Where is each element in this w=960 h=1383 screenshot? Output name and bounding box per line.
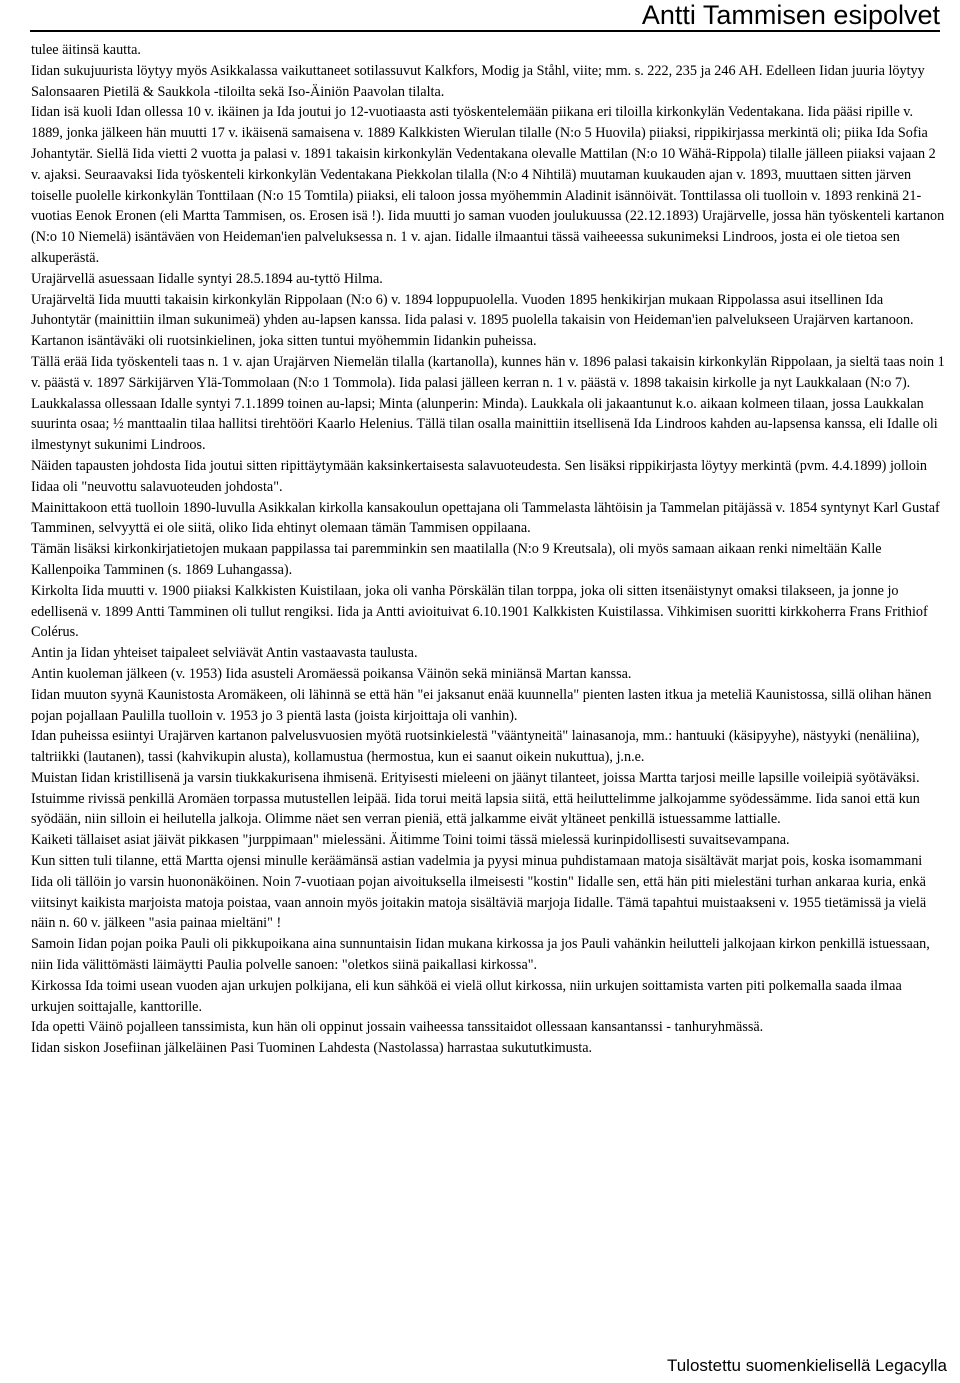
paragraph: Iidan sukujuurista löytyy myös Asikkalassa vaikuttaneet sotilassuvut Kalkfors, Modig ja Ståhl, viite; mm. s. 222, 235 ja 246 AH. Edelleen Iidan juuria löytyy Salonsaaren Pietilä & Saukkola -tiloilta sekä Iso-Äiniön Paavolan tilalta. bbox=[31, 62, 925, 100]
paragraph: Näiden tapausten johdosta Iida joutui sitten ripittäytymään kaksinkertaisesta salavuoteudesta. Sen lisäksi rippikirjasta löytyy merkintä (pvm. 4.4.1899) jolloin Iidaa oli "neuvottu salavuoteuden johdosta". bbox=[31, 457, 927, 495]
paragraph: Urajärvellä asuessaan Iidalle syntyi 28.5.1894 au-tyttö Hilma. bbox=[31, 270, 383, 287]
paragraph: Tämän lisäksi kirkonkirjatietojen mukaan pappilassa tai paremminkin sen maatilalla (N:o 9 Kreutsala), oli myös samaan aikaan renki nimeltään Kalle Kallenpoika Tamminen (s. 1869 Luhangassa). bbox=[31, 541, 882, 578]
document-body bbox=[31, 40, 945, 1059]
paragraph: Kirkolta Iida muutti v. 1900 piiaksi Kalkkisten Kuistilaan, joka oli vanha Pörskälän tilan torppa, joka oli sitten itsenäistynyt omaksi tilakseen, ja jonne jo edellisenä v. 1899 Antti Tamminen oli tullut rengiksi. Iida ja Antti avioituivat 6.10.1901 Kalkkisten Kuistilassa. Vihkimisen suoritti kirkkoherra Frans Frithiof Colérus. bbox=[31, 582, 928, 641]
paragraph: Antin kuoleman jälkeen (v. 1953) Iida asusteli Aromäessä poikansa Väinön sekä miniänsä Martan kanssa. bbox=[31, 665, 632, 682]
paragraph: Ida opetti Väinö pojalleen tanssimista, kun hän oli oppinut jossain vaiheessa tanssitaidot ollessaan kansantanssi - tanhuryhmässä. bbox=[31, 1019, 764, 1036]
paragraph: Kaiketi tällaiset asiat jäivät pikkasen "jurppimaan" mielessäni. Äitimme Toini toimi tässä mielessä kurinpidollisesti suvaitsevampana. bbox=[31, 832, 790, 849]
paragraph: Kirkossa Ida toimi usean vuoden ajan urkujen polkijana, eli kun sähköä ei vielä ollut kirkossa, niin urkujen soittamista varten piti polkemalla saada ilmaa urkujen soittajalle, kanttorille. bbox=[31, 977, 902, 1015]
page-title: Antti Tammisen esipolvet bbox=[641, 0, 940, 30]
page-footer: Tulostettu suomenkielisellä Legacylla bbox=[666, 1356, 947, 1375]
paragraph: tulee äitinsä kautta. bbox=[31, 42, 141, 58]
paragraph: Mainittakoon että tuolloin 1890-luvulla Asikkalan kirkolla kansakoulun opettajana oli Tammelasta lähtöisin ja Tammelan pitäjässä v. 1854 syntynyt Karl Gustaf Tamminen, selvyyttä ei ole siitä, oliko Iida ehtinyt olemaan tämän Tammisen oppilaana. bbox=[31, 499, 940, 537]
paragraph: Tällä erää Iida työskenteli taas n. 1 v. ajan Urajärven Niemelän tilalla (kartanolla), kunnes hän v. 1896 palasi takaisin kirkonkylän Rippolaan, ja sieltä taas noin 1 v. päästä v. 1897 Särkijärven Ylä-Tommolaan (N:o 1 Tommola). Iida palasi jälleen kerran n. 1 v. päästä v. 1898 takaisin kirkolle ja nyt Laukkalaan (N:o 7). Laukkalassa ollessaan Idalle syntyi 7.1.1899 toinen au-lapsi; Minta (alunperin: Minda). Laukkala oli jakaantunut k.o. aikaan kolmeen tilaan, jossa Laukkalan suurinta osaa; ½ manttaalin tilaa hallitsi tirehtööri Kaarlo Helenius. Tällä tilan osalla mainittiin itsellisenä Ida Lindroos kahden au-lapsensa kanssa, eli Idalle oli ilmestynyt sukunimi Lindroos. bbox=[31, 353, 945, 454]
header-divider bbox=[30, 30, 940, 32]
paragraph: Muistan Iidan kristillisenä ja varsin tiukkakurisena ihmisenä. Erityisesti mieleeni on jäänyt tilanteet, joissa Martta tarjosi meille lapsille voileipiä syötäväksi. Istuimme rivissä penkillä Aromäen torpassa mutustellen leipää. Iida torui meitä lapsia siitä, että heiluttelimme jalkojamme syödessämme. Iida sanoi että kun syödään, niin silloin ei heilutella jalkoja. Olimme näet sen verran pieniä, että jalkamme eivät yltäneet penkillä istuessamme lattialle. bbox=[31, 769, 920, 828]
paragraph: Antin ja Iidan yhteiset taipaleet selviävät Antin vastaavasta taulusta. bbox=[31, 645, 418, 662]
paragraph: Urajärveltä Iida muutti takaisin kirkonkylän Rippolaan (N:o 6) v. 1894 loppupuolella. Vuoden 1895 henkikirjan mukaan Rippolassa asui itsellinen Ida Juhontytär (mainittiin ilman sukunimeä) yhden au-lapsen kanssa. Iida palasi v. 1895 puolella takaisin von Heideman'ien palvelukseen Urajärven kartanoon. Kartanon isäntäväki oli ruotsinkielinen, joka sitten tuntui myöhemmin Iidankin puheissa. bbox=[31, 291, 914, 350]
paragraph: Samoin Iidan pojan poika Pauli oli pikkupoikana aina sunnuntaisin Iidan mukana kirkossa ja jos Pauli vahänkin heilutteli jalkojaan kirkon penkillä istuessaan, niin Iida välittömästi läimäytti Paulia polvelle sanoen: "oletkos siinä paikallasi kirkossa". bbox=[31, 936, 930, 974]
paragraph: Iidan muuton syynä Kaunistosta Aromäkeen, oli lähinnä se että hän "ei jaksanut enää kuunnella" pienten lasten itkua ja meteliä Kaunistossa, sillä olihan hänen pojan pojallaan Paulilla tuolloin v. 1953 jo 3 pientä lasta (joista kirjoittaja oli vanhin). bbox=[31, 686, 932, 724]
paragraph: Kun sitten tuli tilanne, että Martta ojensi minulle keräämänsä astian vadelmia ja pyysi minua puhdistamaan matoja sisältävät marjat pois, koska isomammani Iida oli tällöin jo varsin huononäköinen. Noin 7-vuotiaan pojan aivoituksella ilmeisesti "kostin" Iidalle sen, että hän piti mielestäni turhan ankaraa kuria, enkä viitsinyt kaikista marjoista matoja poistaa, vaan annoin myös joitakin matoja sisältäviä marjoja Iidalle. Tämä tapahtui muistaakseni v. 1955 tietämissä ja vielä näin n. 60 v. jälkeen "asia painaa mieltäni" ! bbox=[31, 853, 927, 932]
paragraph: Idan puheissa esiintyi Urajärven kartanon palvelusvuosien myötä ruotsinkielestä "vääntyneitä" lainasanoja, mm.: hantuuki (käsipyyhe), nästyyki (nenäliina), taltriikki (lautanen), tassi (kahvikupin alusta), kollamustua (hermostua, kun ei saanut oikein nukuttua), j.n.e. bbox=[31, 728, 920, 766]
paragraph: Iidan isä kuoli Idan ollessa 10 v. ikäinen ja Ida joutui jo 12-vuotiaasta asti työskentelemään piikana eri tiloilla kirkonkylän Vedentakana. Iida pääsi ripille v. 1889, jonka jälkeen hän muutti 17 v. ikäisenä samaisena v. 1889 Kalkkisten Wierulan tilalle (N:o 5 Huovila) piiaksi, rippikirjassa merkintä oli; piika Ida Sofia Johantytär. Siellä Iida vietti 2 vuotta ja palasi v. 1891 takaisin kirkonkylän Vedentakana olevalle Mattilan (N:o 10 Wähä-Rippola) tilalle jälleen piiaksi vajaan 2 v. ajaksi. Seuraavaksi Iida työskenteli kirkonkylän Vedentakana Piekkolan tilalla (N:o 4 Nihtilä) muutaman kuukauden ajan v. 1893, muuttaen sitten järven toiselle puolelle kirkonkylän Tonttilaan (N:o 15 Tomtila) piiaksi, eli taloon jossa myöhemmin Aladinit isännöivät. Tonttilassa oli tuolloin v. 1893 renkinä 21-vuotias Eenok Eronen (eli Martta Tammisen, os. Erosen isä !). Iida muutti jo saman vuoden joulukuussa (22.12.1893) Urajärvelle, jossa hän työskenteli kartanon (N:o 10 Niemelä) isäntäväen von Heideman'ien palveluksessa n. 1 v. ajan. Iidalle ilmaantui tässä vaiheeessa sukunimeksi Lindroos, josta ei ole tietoa sen alkuperästä. bbox=[31, 104, 945, 266]
paragraph: Iidan siskon Josefiinan jälkeläinen Pasi Tuominen Lahdesta (Nastolassa) harrastaa sukututkimusta. bbox=[31, 1040, 593, 1057]
